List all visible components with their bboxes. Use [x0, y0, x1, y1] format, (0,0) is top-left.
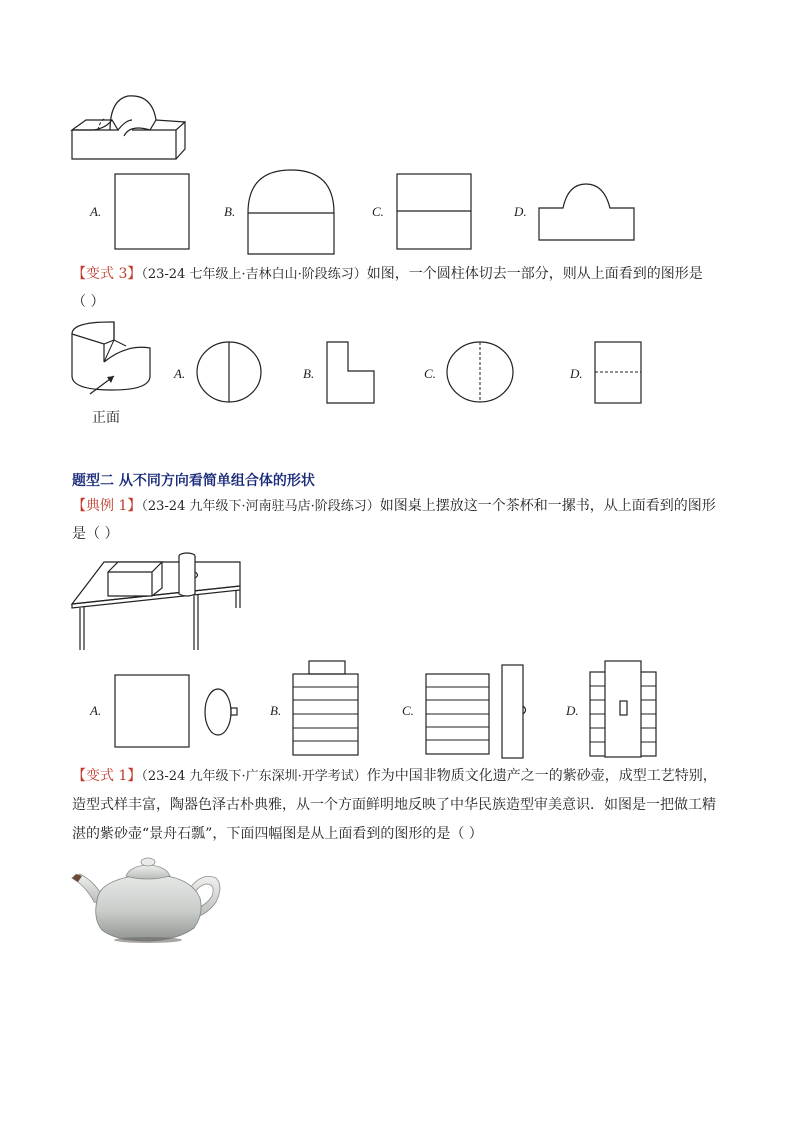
- variant3-option-d-dashed-rect-figure[interactable]: [594, 341, 644, 405]
- section-heading: 题型二 从不同方向看简单组合体的形状: [72, 473, 315, 489]
- front-view-label: 正面: [92, 410, 120, 426]
- variant3-stem: 如图，一个圆柱体切去一部分，则从上面看到的图形是: [366, 266, 703, 282]
- variant3-tag: 【变式 3】: [72, 266, 142, 282]
- example1-option-c-figure[interactable]: [425, 664, 533, 760]
- variant3-option-a-label: A.: [174, 366, 186, 381]
- variant3-option-a-circle-figure[interactable]: [196, 341, 264, 405]
- variant1-tag: 【变式 1】: [72, 768, 142, 784]
- option-b-label: B.: [224, 204, 236, 219]
- variant3-option-b-label: B.: [303, 366, 315, 381]
- example1-option-a-label: A.: [90, 703, 102, 718]
- variant1-line1: 作为中国非物质文化遗产之一的紫砂壶，成型工艺特别，: [366, 768, 717, 784]
- example1-stem: 如图桌上摆放这一个茶杯和一摞书，从上面看到的图形: [379, 498, 716, 514]
- variant3-option-d-label: D.: [570, 366, 583, 381]
- example1-stem-continued: 是（ ）: [72, 526, 119, 542]
- example1-option-a-figure[interactable]: [114, 673, 240, 753]
- variant3-option-c-dashed-circle-figure[interactable]: [446, 341, 516, 405]
- variant3-option-c-label: C.: [424, 366, 436, 381]
- option-c-label: C.: [372, 204, 384, 219]
- table-with-book-and-cup-figure: [70, 550, 246, 654]
- teapot-photo: [70, 852, 224, 944]
- example1-option-d-label: D.: [566, 703, 579, 718]
- example1-tag: 【典例 1】: [72, 498, 142, 514]
- variant1-line3: 湛的紫砂壶“景舟石瓢”，下面四幅图是从上面看到的图形的是（ ）: [72, 826, 483, 842]
- example1-option-d-figure[interactable]: [589, 660, 661, 760]
- variant3-question-line: [72, 264, 703, 285]
- example1-option-b-label: B.: [270, 703, 282, 718]
- option-b-arch-figure[interactable]: [247, 168, 337, 256]
- option-a-square-figure[interactable]: [114, 173, 192, 251]
- variant1-source: （23-24 九年级下·广东深圳·开学考试）: [141, 769, 367, 784]
- option-a-label: A.: [90, 204, 102, 219]
- option-d-bump-figure[interactable]: [538, 182, 638, 244]
- variant1-question-line: [72, 766, 717, 787]
- example1-option-b-figure[interactable]: [292, 660, 362, 758]
- variant3-answer-blank: （ ）: [72, 294, 105, 310]
- variant3-option-b-l-shape-figure[interactable]: [326, 341, 378, 405]
- example1-source: （23-24 九年级下·河南驻马店·阶段练习）: [141, 499, 380, 514]
- example1-option-c-label: C.: [402, 703, 414, 718]
- cut-cylinder-figure: [70, 318, 160, 396]
- variant1-line2: 造型式样丰富，陶器色泽古朴典雅，从一个方面鲜明地反映了中华民族造型审美意识．如图是一把做工精: [72, 797, 716, 813]
- option-d-label: D.: [514, 204, 527, 219]
- option-c-divided-square-figure[interactable]: [396, 173, 474, 251]
- variant3-source: （23-24 七年级上·吉林白山·阶段练习）: [141, 267, 367, 282]
- example1-question-line: [72, 496, 716, 517]
- block-with-half-cylinder-figure: [70, 92, 190, 164]
